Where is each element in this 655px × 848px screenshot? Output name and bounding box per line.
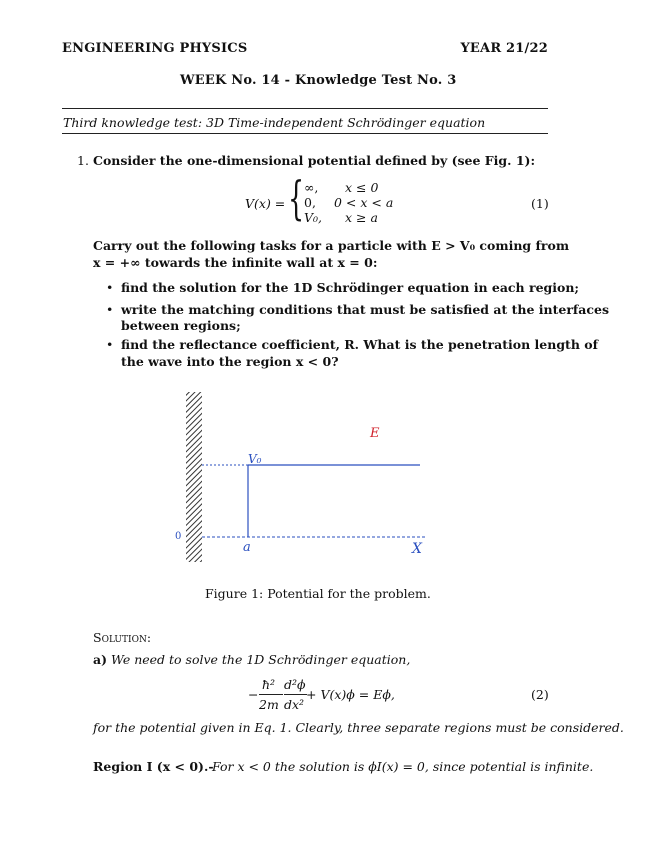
eq2-number: (2)	[531, 687, 549, 702]
x-axis-label: X	[412, 541, 422, 557]
problem-intro: Consider the one-dimensional potential defined by (see Fig. 1):	[93, 153, 536, 168]
eq1-case-1-cond: x ≤ 0	[345, 180, 379, 195]
energy-label: E	[370, 426, 380, 441]
v0-label: V₀	[248, 452, 262, 466]
infinite-wall	[186, 392, 202, 562]
a-label: a	[243, 540, 251, 555]
problem-number: 1.	[77, 153, 89, 168]
topic-line: Third knowledge test: 3D Time-independent Schrödinger equation	[63, 115, 486, 130]
task-item: find the reflectance coefficient, R. What is the penetration length of	[121, 337, 598, 352]
bullet-marker: •	[106, 337, 114, 352]
eq2-fraction-bar-2	[284, 694, 307, 695]
potential-figure	[170, 388, 440, 568]
eq1-case-3-cond: x ≥ a	[345, 210, 378, 225]
eq2-d2phi: d²ϕ	[284, 677, 306, 692]
left-brace: {	[288, 171, 305, 225]
week-title: WEEK No. 14 - Knowledge Test No. 3	[180, 73, 457, 88]
bullet-marker: •	[106, 280, 114, 295]
origin-label: 0	[175, 531, 182, 542]
region-1-label: Region I (x < 0).-	[93, 759, 214, 774]
bottom-rule	[62, 133, 548, 134]
eq1-case-2-cond: 0 < x < a	[334, 195, 394, 210]
eq2-dx2: dx²	[284, 697, 305, 712]
task-line-1: Carry out the following tasks for a particle with E > V₀ coming from	[93, 238, 570, 253]
task-item-continued: the wave into the region x < 0?	[121, 354, 339, 369]
top-rule	[62, 108, 548, 109]
region-1-text: For x < 0 the solution is ϕI(x) = 0, since potential is infinite.	[212, 759, 594, 774]
eq2-fraction-bar-1	[259, 694, 283, 695]
course-title: ENGINEERING PHYSICS	[62, 41, 248, 56]
eq1-case-3-value: V₀,	[304, 210, 323, 225]
task-item-continued: between regions;	[121, 318, 241, 333]
eq1-number: (1)	[531, 196, 549, 211]
eq1-lhs: V(x) =	[245, 196, 286, 211]
figure-caption: Figure 1: Potential for the problem.	[205, 586, 431, 601]
bullet-marker: •	[106, 302, 114, 317]
solution-heading: Solution:	[93, 630, 152, 645]
after-eq2-text: for the potential given in Eq. 1. Clearly, three separate regions must be considered.	[93, 720, 624, 735]
eq2-hbar-squared: ħ²	[262, 677, 276, 692]
eq2-2m: 2m	[259, 697, 279, 712]
eq2-minus: −	[248, 687, 259, 702]
task-line-2: x = +∞ towards the infinite wall at x = 0:	[93, 255, 378, 270]
eq2-rest: + V(x)ϕ = Eϕ,	[306, 687, 395, 702]
eq1-case-1-value: ∞,	[304, 180, 319, 195]
academic-year: YEAR 21/22	[460, 41, 548, 56]
eq1-case-2-value: 0,	[304, 195, 316, 210]
part-a-label: a)	[93, 652, 108, 667]
task-item: find the solution for the 1D Schrödinger equation in each region;	[121, 280, 580, 295]
task-item: write the matching conditions that must be satisfied at the interfaces	[121, 302, 609, 317]
part-a-text: We need to solve the 1D Schrödinger equation,	[111, 652, 411, 667]
